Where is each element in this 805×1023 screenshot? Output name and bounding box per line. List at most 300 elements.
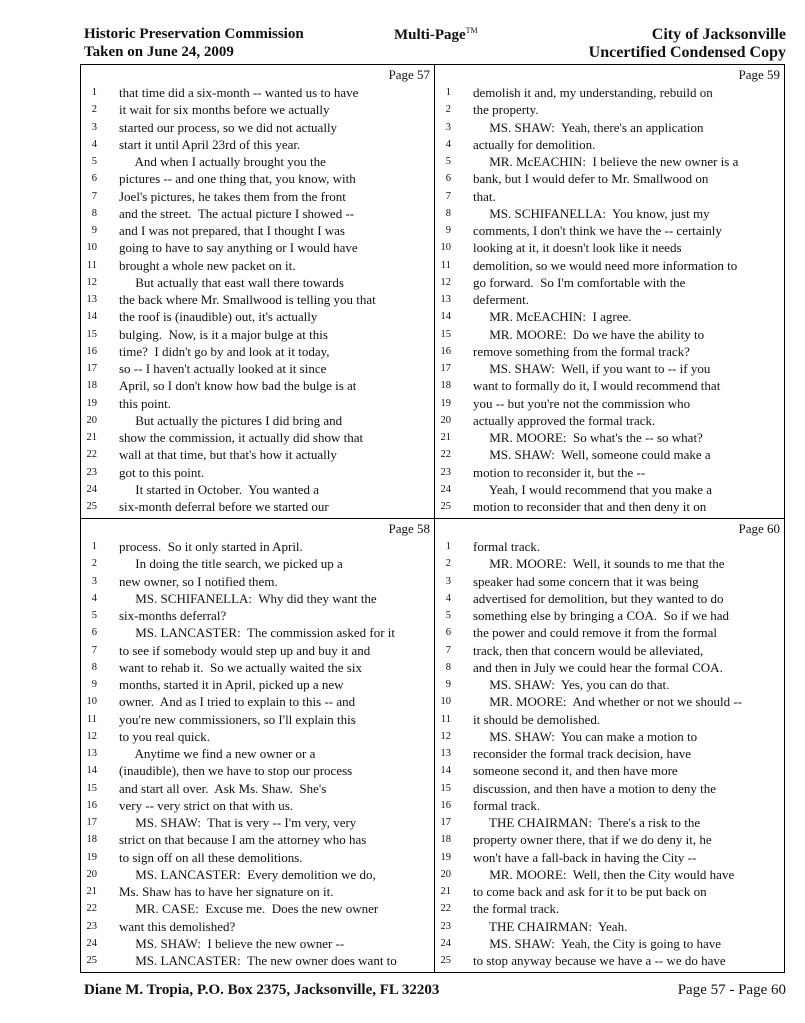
transcript-line xyxy=(435,624,784,641)
line-number: 21 xyxy=(86,432,97,443)
transcript-line xyxy=(435,814,784,831)
transcript-line xyxy=(81,188,434,205)
line-number: 1 xyxy=(91,87,97,98)
transcript-line xyxy=(435,360,784,377)
transcript-line xyxy=(435,136,784,153)
line-number: 16 xyxy=(440,345,451,357)
page-58-panel xyxy=(81,519,434,972)
page-title: Page 60 xyxy=(738,521,780,536)
reporter-address: Diane M. Tropia, P.O. Box 2375, Jacksonville, FL 32203 xyxy=(84,982,440,998)
line-text: MS. LANCASTER: Every demolition we do, xyxy=(119,866,376,882)
transcript-line xyxy=(81,84,434,101)
transcript-line xyxy=(435,291,784,308)
line-text: MS. SHAW: I believe the new owner -- xyxy=(119,935,345,951)
line-number: 21 xyxy=(440,432,451,443)
line-text: MS. LANCASTER: The commission asked for it xyxy=(119,625,396,641)
line-text: process. So it only started in April. xyxy=(119,539,303,554)
line-number: 10 xyxy=(86,242,97,254)
transcript-line xyxy=(435,918,784,935)
transcript-line xyxy=(435,642,784,659)
line-number: 15 xyxy=(86,328,97,340)
line-number: 11 xyxy=(440,713,451,725)
line-text: But actually that east wall there towards xyxy=(119,274,344,290)
line-text: time? I didn't go by and look at it today, xyxy=(119,343,330,359)
line-text: you -- but you're not the commission who xyxy=(473,395,691,411)
line-number: 7 xyxy=(91,644,97,656)
line-number: 13 xyxy=(440,748,451,759)
transcript-line xyxy=(435,222,784,239)
line-text: And when I actually brought you the xyxy=(119,154,326,169)
transcript-line xyxy=(435,498,784,515)
line-number: 24 xyxy=(440,483,451,495)
transcript-line xyxy=(81,866,434,883)
line-number: 10 xyxy=(86,696,97,708)
line-text: to come back and ask for it to be put back on xyxy=(473,884,707,899)
line-text: MS. SHAW: Yeah, there's an application xyxy=(473,119,704,135)
line-number: 7 xyxy=(91,190,97,202)
line-number: 25 xyxy=(440,955,451,966)
transcript-line xyxy=(81,395,434,412)
line-text: speaker had some concern that it was being xyxy=(473,573,699,589)
transcript-line xyxy=(435,412,784,429)
line-text: go forward. So I'm comfortable with the xyxy=(473,274,686,290)
line-text: THE CHAIRMAN: There's a risk to the xyxy=(473,815,701,830)
transcript-line xyxy=(435,481,784,498)
transcript-line xyxy=(81,797,434,814)
line-text: the back where Mr. Smallwood is telling you that xyxy=(119,292,376,307)
transcript-line xyxy=(81,136,434,153)
line-text: got to this point. xyxy=(119,464,205,480)
line-number: 1 xyxy=(445,87,451,98)
line-number: 10 xyxy=(440,696,451,708)
transcript-line xyxy=(435,446,784,463)
line-number: 18 xyxy=(86,380,97,392)
line-text: brought a whole new packet on it. xyxy=(119,257,296,273)
line-number: 17 xyxy=(86,363,97,374)
line-number: 2 xyxy=(445,558,451,570)
page-title: Page 57 xyxy=(388,67,430,82)
transcript-line xyxy=(435,326,784,343)
line-text: MS. SHAW: Yeah, the City is going to have xyxy=(473,935,722,951)
page-title: Page 59 xyxy=(738,67,780,82)
city-name: City of Jacksonville xyxy=(651,26,786,43)
transcript-line xyxy=(81,590,434,607)
line-text: wall at that time, but that's how it actually xyxy=(119,447,337,463)
line-text: MR. CASE: Excuse me. Does the new owner xyxy=(119,901,379,917)
line-text: started our process, so we did not actually xyxy=(119,119,338,135)
transcript-line xyxy=(81,607,434,624)
line-text: pictures -- and one thing that, you know, with xyxy=(119,171,356,187)
transcript-line xyxy=(435,573,784,590)
line-number: 7 xyxy=(445,644,451,656)
line-number: 4 xyxy=(91,138,97,150)
line-text: someone second it, and then have more xyxy=(473,763,678,779)
page-57-panel xyxy=(81,65,434,518)
line-number: 20 xyxy=(440,868,451,880)
line-number: 23 xyxy=(440,920,451,932)
transcript-line xyxy=(81,624,434,641)
transcript-line xyxy=(81,291,434,308)
transcript-line xyxy=(81,360,434,377)
page-59-panel xyxy=(435,65,784,518)
line-text: It started in October. You wanted a xyxy=(119,481,320,497)
trademark-mark: TM xyxy=(465,26,478,35)
line-number: 16 xyxy=(440,799,451,811)
line-number: 4 xyxy=(445,138,451,150)
transcript-line xyxy=(435,607,784,624)
line-text: it should be demolished. xyxy=(473,711,601,727)
transcript-line xyxy=(81,573,434,590)
transcript-line xyxy=(435,762,784,779)
line-number: 7 xyxy=(445,190,451,202)
transcript-line xyxy=(81,745,434,762)
line-number: 25 xyxy=(86,501,97,512)
line-text: Joel's pictures, he takes them from the front xyxy=(119,188,346,204)
line-text: going to have to say anything or I would have xyxy=(119,240,358,256)
line-number: 21 xyxy=(86,886,97,897)
line-text: it wait for six months before we actually xyxy=(119,102,330,118)
line-text: comments, I don't think we have the -- certainly xyxy=(473,223,722,238)
transcript-line xyxy=(435,308,784,325)
transcript-line xyxy=(435,257,784,274)
line-number: 3 xyxy=(445,121,451,133)
transcript-line xyxy=(81,326,434,343)
line-text: and then in July we could hear the formal COA. xyxy=(473,659,723,675)
taken-date: Taken on June 24, 2009 xyxy=(84,44,234,60)
line-number: 21 xyxy=(440,886,451,897)
line-text: bank, but I would defer to Mr. Smallwood on xyxy=(473,171,709,187)
transcript-line xyxy=(81,343,434,360)
transcript-grid xyxy=(80,64,785,973)
line-number: 19 xyxy=(440,851,451,863)
transcript-line xyxy=(81,780,434,797)
line-number: 16 xyxy=(86,345,97,357)
line-number: 4 xyxy=(445,592,451,604)
transcript-line xyxy=(435,900,784,917)
transcript-line xyxy=(435,538,784,555)
line-number: 15 xyxy=(86,782,97,794)
line-text: reconsider the formal track decision, have xyxy=(473,746,692,761)
line-text: the roof is (inaudible) out, it's actually xyxy=(119,309,318,325)
line-text: deferment. xyxy=(473,292,529,307)
transcript-line xyxy=(435,659,784,676)
line-text: Ms. Shaw has to have her signature on it. xyxy=(119,884,334,899)
line-number: 18 xyxy=(440,834,451,846)
transcript-line xyxy=(435,935,784,952)
page-range: Page 57 - Page 60 xyxy=(677,982,786,998)
line-number: 8 xyxy=(91,661,97,673)
line-number: 12 xyxy=(440,276,451,288)
line-text: demolition, so we would need more information to xyxy=(473,257,738,273)
transcript-line xyxy=(81,883,434,900)
line-number: 8 xyxy=(445,661,451,673)
transcript-line xyxy=(81,446,434,463)
line-text: this point. xyxy=(119,395,172,411)
line-number: 6 xyxy=(445,173,451,185)
transcript-line xyxy=(435,780,784,797)
line-number: 5 xyxy=(91,156,97,167)
transcript-line xyxy=(435,745,784,762)
line-text: track, then that concern would be alleviated, xyxy=(473,642,704,658)
line-text: owner. And as I tried to explain to this -- and xyxy=(119,694,356,710)
transcript-line xyxy=(81,481,434,498)
line-text: new owner, so I notified them. xyxy=(119,573,278,589)
line-number: 1 xyxy=(91,541,97,552)
line-number: 17 xyxy=(440,817,451,828)
line-number: 12 xyxy=(86,730,97,742)
line-text: you're new commissioners, so I'll explain this xyxy=(119,711,356,727)
line-text: MR. McEACHIN: I believe the new owner is a xyxy=(473,154,739,169)
transcript-line xyxy=(81,464,434,481)
line-text: that. xyxy=(473,188,496,204)
line-text: MS. SHAW: Well, someone could make a xyxy=(473,447,711,463)
line-number: 22 xyxy=(86,449,97,461)
line-number: 9 xyxy=(91,225,97,236)
line-number: 24 xyxy=(440,937,451,949)
transcript-line xyxy=(81,676,434,693)
line-number: 22 xyxy=(440,903,451,915)
line-text: discussion, and then have a motion to deny the xyxy=(473,780,716,796)
line-text: six-month deferral before we started our xyxy=(119,499,329,514)
line-number: 14 xyxy=(440,311,451,323)
transcript-line xyxy=(81,101,434,118)
line-number: 15 xyxy=(440,782,451,794)
transcript-line xyxy=(81,711,434,728)
transcript-line xyxy=(81,555,434,572)
line-number: 18 xyxy=(86,834,97,846)
line-number: 6 xyxy=(445,627,451,639)
line-number: 8 xyxy=(91,207,97,219)
line-text: actually for demolition. xyxy=(473,136,596,152)
transcript-line xyxy=(435,831,784,848)
transcript-line xyxy=(81,170,434,187)
line-text: want to rehab it. So we actually waited the six xyxy=(119,659,362,675)
transcript-line xyxy=(435,676,784,693)
transcript-line xyxy=(81,222,434,239)
line-text: MS. LANCASTER: The new owner does want to xyxy=(119,953,397,968)
line-number: 5 xyxy=(445,610,451,621)
line-text: MR. MOORE: Do we have the ability to xyxy=(473,326,705,342)
transcript-line xyxy=(81,308,434,325)
line-text: six-months deferral? xyxy=(119,608,227,623)
line-text: the power and could remove it from the formal xyxy=(473,625,718,641)
transcript-line xyxy=(81,693,434,710)
line-number: 12 xyxy=(86,276,97,288)
transcript-line xyxy=(81,935,434,952)
line-number: 3 xyxy=(91,121,97,133)
line-text: that time did a six-month -- wanted us to have xyxy=(119,85,359,100)
line-text: MR. MOORE: And whether or not we should -- xyxy=(473,694,743,710)
line-number: 13 xyxy=(86,748,97,759)
transcript-line xyxy=(81,257,434,274)
line-text: Yeah, I would recommend that you make a xyxy=(473,481,713,497)
transcript-line xyxy=(435,343,784,360)
transcript-line xyxy=(435,429,784,446)
transcript-line xyxy=(81,814,434,831)
line-text: remove something from the formal track? xyxy=(473,343,690,359)
transcript-line xyxy=(435,849,784,866)
line-text: formal track. xyxy=(473,539,541,554)
line-text: MR. McEACHIN: I agree. xyxy=(473,309,632,325)
line-number: 3 xyxy=(91,575,97,587)
line-text: (inaudible), then we have to stop our process xyxy=(119,763,353,779)
line-number: 5 xyxy=(445,156,451,167)
line-number: 23 xyxy=(440,466,451,478)
line-number: 13 xyxy=(440,294,451,305)
line-text: and I was not prepared, that I thought I was xyxy=(119,223,345,238)
transcript-line xyxy=(435,377,784,394)
line-number: 17 xyxy=(86,817,97,828)
transcript-lines xyxy=(81,84,434,515)
line-text: the property. xyxy=(473,102,539,118)
line-text: MS. SHAW: You can make a motion to xyxy=(473,728,698,744)
page-header xyxy=(84,26,786,64)
transcript-line xyxy=(435,170,784,187)
transcript-line xyxy=(81,412,434,429)
line-text: MS. SHAW: That is very -- I'm very, very xyxy=(119,815,357,830)
line-number: 14 xyxy=(86,311,97,323)
transcript-line xyxy=(81,918,434,935)
line-text: motion to reconsider it, but the -- xyxy=(473,464,646,480)
page-title: Page 58 xyxy=(388,521,430,536)
line-text: MS. SHAW: Well, if you want to -- if you xyxy=(473,361,711,376)
line-text: THE CHAIRMAN: Yeah. xyxy=(473,918,628,934)
transcript-line xyxy=(435,866,784,883)
transcript-line xyxy=(435,728,784,745)
transcript-lines xyxy=(81,538,434,969)
line-number: 1 xyxy=(445,541,451,552)
transcript-line xyxy=(435,693,784,710)
transcript-line xyxy=(435,84,784,101)
transcript-line xyxy=(435,239,784,256)
copy-type: Uncertified Condensed Copy xyxy=(588,44,786,61)
line-text: very -- very strict on that with us. xyxy=(119,797,294,813)
line-text: MS. SCHIFANELLA: Why did they want the xyxy=(119,590,377,606)
transcript-line xyxy=(435,711,784,728)
transcript-line xyxy=(435,555,784,572)
line-number: 19 xyxy=(440,397,451,409)
line-number: 9 xyxy=(91,679,97,690)
line-number: 11 xyxy=(86,259,97,271)
line-text: want to formally do it, I would recommend that xyxy=(473,378,721,394)
transcript-line xyxy=(81,659,434,676)
transcript-line xyxy=(81,849,434,866)
transcript-line xyxy=(81,762,434,779)
transcript-lines xyxy=(435,84,784,515)
transcript-line xyxy=(81,153,434,170)
line-number: 2 xyxy=(445,104,451,116)
line-number: 16 xyxy=(86,799,97,811)
line-number: 25 xyxy=(86,955,97,966)
line-number: 20 xyxy=(86,868,97,880)
line-number: 19 xyxy=(86,397,97,409)
line-number: 11 xyxy=(86,713,97,725)
transcript-line xyxy=(81,831,434,848)
line-text: advertised for demolition, but they wanted to do xyxy=(473,590,724,606)
line-number: 9 xyxy=(445,679,451,690)
transcript-line xyxy=(435,205,784,222)
line-number: 24 xyxy=(86,937,97,949)
line-text: demolish it and, my understanding, rebuild on xyxy=(473,85,713,100)
line-number: 18 xyxy=(440,380,451,392)
line-text: MS. SHAW: Yes, you can do that. xyxy=(473,677,670,692)
line-text: and the street. The actual picture I showed -- xyxy=(119,205,355,221)
line-text: start it until April 23rd of this year. xyxy=(119,136,301,152)
line-text: strict on that because I am the attorney who has xyxy=(119,832,367,848)
transcript-line xyxy=(435,101,784,118)
line-number: 14 xyxy=(440,765,451,777)
line-number: 11 xyxy=(440,259,451,271)
line-text: Anytime we find a new owner or a xyxy=(119,746,316,761)
transcript-line xyxy=(81,274,434,291)
transcript-line xyxy=(81,205,434,222)
line-text: formal track. xyxy=(473,797,541,813)
transcript-line xyxy=(435,119,784,136)
line-number: 14 xyxy=(86,765,97,777)
line-text: to stop anyway because we have a -- we do have xyxy=(473,953,726,968)
line-text: to see if somebody would step up and buy it and xyxy=(119,642,371,658)
line-number: 2 xyxy=(91,104,97,116)
line-number: 13 xyxy=(86,294,97,305)
page-60-panel xyxy=(435,519,784,972)
line-number: 24 xyxy=(86,483,97,495)
line-text: April, so I don't know how bad the bulge is at xyxy=(119,378,357,394)
transcript-line xyxy=(81,642,434,659)
transcript-line xyxy=(81,952,434,969)
line-text: MR. MOORE: So what's the -- so what? xyxy=(473,430,703,445)
line-text: months, started it in April, picked up a new xyxy=(119,677,344,692)
line-number: 3 xyxy=(445,575,451,587)
line-text: so -- I haven't actually looked at it since xyxy=(119,361,327,376)
line-number: 6 xyxy=(91,627,97,639)
line-number: 9 xyxy=(445,225,451,236)
transcript-line xyxy=(435,464,784,481)
transcript-line xyxy=(435,395,784,412)
line-number: 10 xyxy=(440,242,451,254)
line-text: MR. MOORE: Well, it sounds to me that the xyxy=(473,556,725,572)
line-number: 20 xyxy=(440,414,451,426)
transcript-line xyxy=(81,239,434,256)
transcript-line xyxy=(435,883,784,900)
multi-page-label: Multi-Page™ xyxy=(394,26,478,43)
line-number: 2 xyxy=(91,558,97,570)
line-text: want this demolished? xyxy=(119,918,236,934)
line-text: property owner there, that if we do deny it, he xyxy=(473,832,712,848)
line-number: 15 xyxy=(440,328,451,340)
line-number: 23 xyxy=(86,920,97,932)
line-number: 25 xyxy=(440,501,451,512)
line-text: But actually the pictures I did bring and xyxy=(119,412,343,428)
line-number: 4 xyxy=(91,592,97,604)
line-text: motion to reconsider that and then deny it on xyxy=(473,499,707,514)
transcript-line xyxy=(81,900,434,917)
line-text: something else by bringing a COA. So if we had xyxy=(473,608,729,623)
line-text: and start all over. Ask Ms. Shaw. She's xyxy=(119,780,327,796)
line-text: to sign off on all these demolitions. xyxy=(119,849,303,865)
line-number: 6 xyxy=(91,173,97,185)
line-text: actually approved the formal track. xyxy=(473,412,656,428)
line-number: 22 xyxy=(86,903,97,915)
transcript-lines xyxy=(435,538,784,969)
transcript-line xyxy=(435,590,784,607)
line-text: to you real quick. xyxy=(119,728,210,744)
line-number: 17 xyxy=(440,363,451,374)
transcript-line xyxy=(81,728,434,745)
transcript-line xyxy=(81,538,434,555)
line-text: the formal track. xyxy=(473,901,560,917)
line-number: 5 xyxy=(91,610,97,621)
line-text: MS. SCHIFANELLA: You know, just my xyxy=(473,205,710,221)
